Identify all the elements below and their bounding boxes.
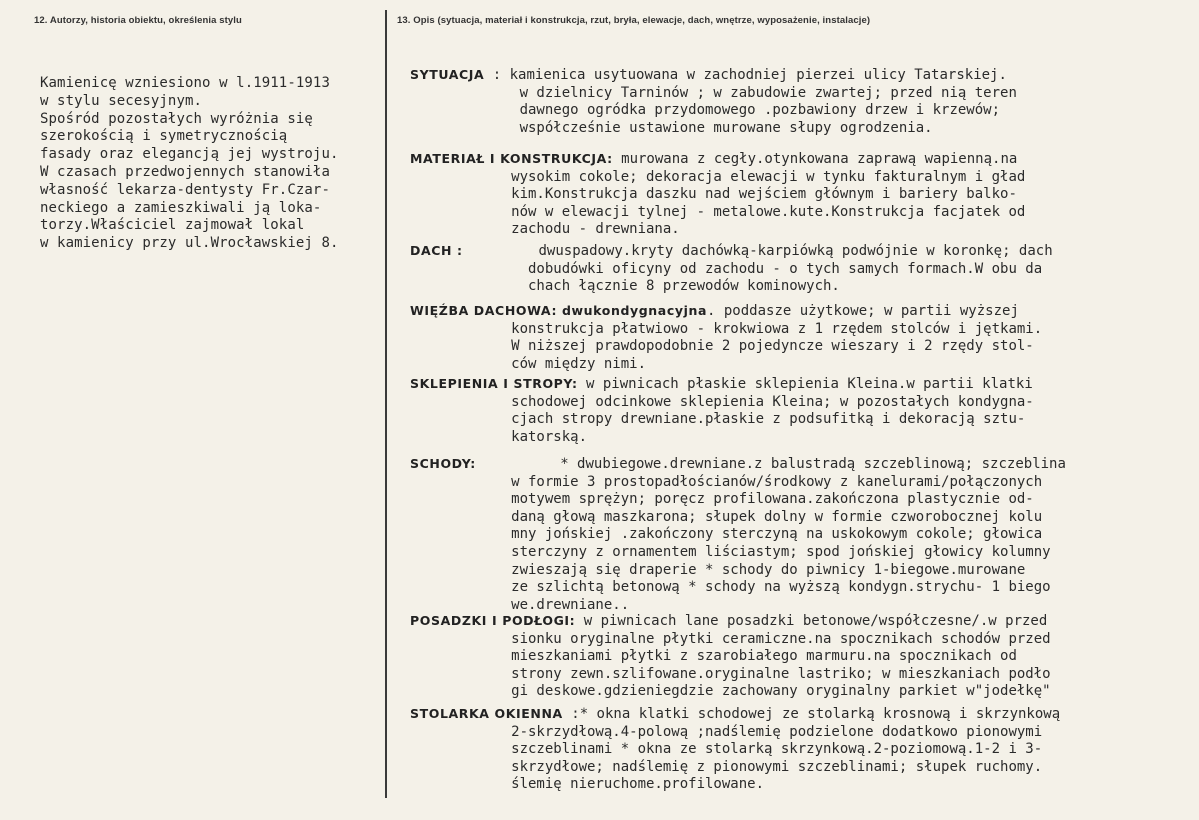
section-label: SKLEPIENIA I STROPY: xyxy=(410,376,578,391)
section-label: SCHODY: xyxy=(410,456,476,471)
history-text: Kamienicę wzniesiono w l.1911-1913 w stylu secesyjnym. Spośród pozostałych wyróżnia się szerokością i symetrycznością fasady oraz elegancją jej wystroju. W czasach przedwojennych stanowiła własność lekarza-dentysty Fr.Czar- neckiego a zamieszkiwali ją loka- torzy.Właściciel zajmował lokal w kamienicy przy ul.Wrocławskiej 8. xyxy=(40,75,339,252)
section-sytuacja xyxy=(410,66,1190,137)
section-first-line: murowana z cegły.otynkowana zaprawą wapienną.na xyxy=(612,151,1018,167)
section-body: wysokim cokole; dekoracja elewacji w tynku fakturalnym i gład kim.Konstrukcja daszku nad wejściem głównym i bariery balko- nów w elewacji tylnej - metalowe.kute.Konstrukcja facjatek od zachodu - drewniana. xyxy=(511,168,1026,238)
section-first-line: . poddasze użytkowe; w partii wyższej xyxy=(707,303,1019,319)
section-first-line: * dwubiegowe.drewniane.z balustradą szczeblinową; szczeblina xyxy=(475,456,1066,472)
section-wiezba xyxy=(410,302,1190,373)
section-schody xyxy=(410,455,1190,614)
section-body: schodowej odcinkowe sklepienia Kleina; w pozostałych kondygna- cjach stropy drewniane.płaskie z podsufitką i dekoracją sztu- katorską. xyxy=(511,393,1034,445)
section-body: w dzielnicy Tarninów ; w zabudowie zwartej; przed nią teren dawnego ogródka przydomowego .pozbawiony drzew i krzewów; współcześnie ustawione murowane słupy ogrodzenia. xyxy=(519,84,1017,136)
section-first-line: w piwnicach płaskie sklepienia Kleina.w partii klatki xyxy=(577,376,1033,392)
section-first-line: dwuspadowy.kryty dachówką-karpiówką podwójnie w koronkę; dach xyxy=(462,243,1053,259)
section-label: POSADZKI I PODŁOGI: xyxy=(410,613,576,628)
section-first-line: :* okna klatki schodowej ze stolarką krosnową i skrzynkową xyxy=(562,706,1061,722)
section-body: sionku oryginalne płytki ceramiczne.na spocznikach schodów przed mieszkaniami płytki z szarobiałego marmuru.na spocznikach od strony zewn.szlifowane.oryginalne lastriko; w mieszkaniach podło gi deskowe.gdzieniegdzie zachowany oryginalny parkiet w"jodełkę" xyxy=(511,630,1051,700)
section-body: 2-skrzydłową.4-polową ;nadślemię podzielone dodatkowo pionowymi szczeblinami * okna ze stolarką skrzynkową.2-poziomową.1-2 i 3- skrzydłowe; nadślemię z pionowymi szczeblinami; słupek ruchomy. ślemię nieruchome.profilowane. xyxy=(511,723,1043,793)
section-sklepienia xyxy=(410,375,1190,446)
section-first-line: : kamienica usytuowana w zachodniej pierzei ulicy Tatarskiej. xyxy=(484,67,1007,83)
section-posadzki xyxy=(410,612,1190,701)
section-label: DACH : xyxy=(410,243,463,258)
section-label: STOLARKA OKIENNA xyxy=(410,706,563,721)
section-material xyxy=(410,150,1190,239)
section-body: dobudówki oficyny od zachodu - o tych samych formach.W obu da chach łącznie 8 przewodów kominowych. xyxy=(528,260,1043,295)
section-dach xyxy=(410,242,1190,296)
section-first-line: w piwnicach lane posadzki betonowe/współczesne/.w przed xyxy=(575,613,1048,629)
section-stolarka xyxy=(410,705,1190,794)
section-body: konstrukcja płatwiowo - krokwiowa z 1 rzędem stolców i jętkami. W niższej prawdopodobnie 2 pojedyncze wieszary i 2 rzędy stol- ców między nimi. xyxy=(511,320,1043,372)
header-left: 12. Autorzy, historia obiektu, określenia stylu xyxy=(34,15,242,26)
section-label: SYTUACJA xyxy=(410,67,485,82)
section-body: w formie 3 prostopadłościanów/środkowy z kanelurami/połączonych motywem sprężyn; poręcz profilowana.zakończona plastycznie od- daną głową maszkarona; słupek dolny w formie czworobocznej kolu mny jońskiej .zakończony sterczyną na uskokowym cokole; głowica sterczyny z ornamentem liściastym; spod jońskiej głowicy kolumny zwieszają się draperie * schody do piwnicy 1-biegowe.murowane ze szlichtą betonową * schody na wyższą kondygn.strychu- 1 biego we.drewniane.. xyxy=(511,473,1051,613)
section-label: WIĘŹBA DACHOWA: dwukondygnacyjna xyxy=(410,303,708,318)
header-right: 13. Opis (sytuacja, materiał i konstrukcja, rzut, bryła, elewacje, dach, wnętrze, wyposażenie, instalacje) xyxy=(397,15,871,26)
section-label: MATERIAŁ I KONSTRUKCJA: xyxy=(410,151,613,166)
column-divider xyxy=(385,10,387,798)
